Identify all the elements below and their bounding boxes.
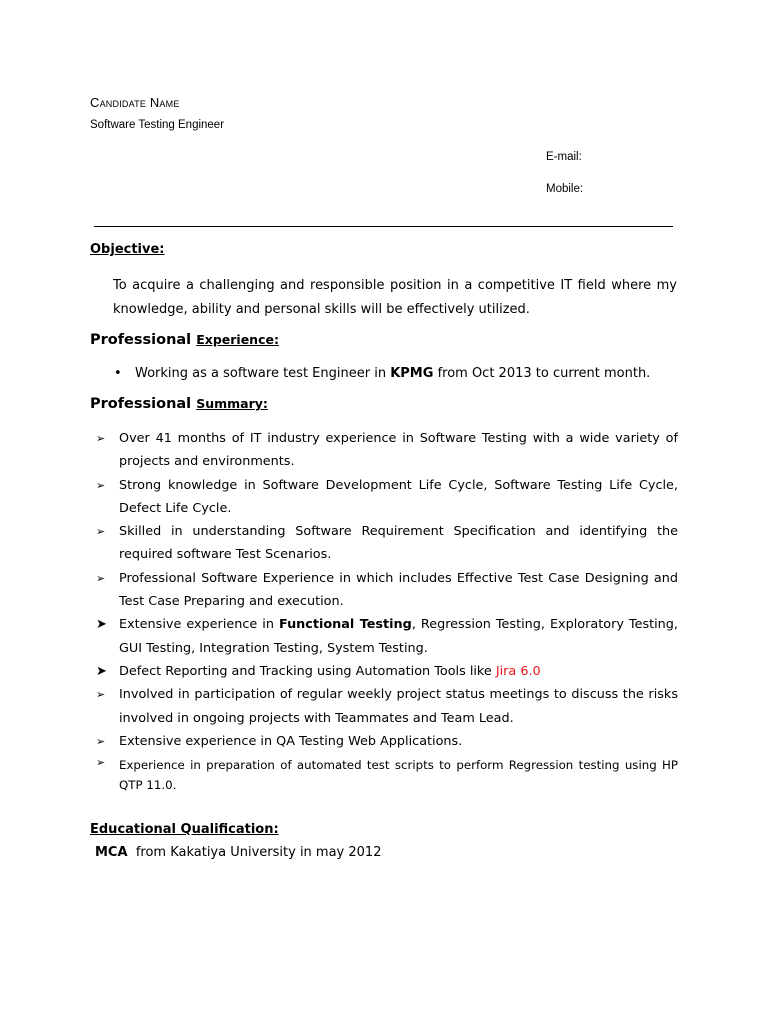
summary-item-text: Extensive experience in QA Testing Web Applications. — [119, 733, 463, 749]
experience-heading-part2: Experience: — [196, 332, 279, 347]
arrow-bullet-icon: ➤ — [96, 617, 107, 633]
email-label: E-mail: — [546, 151, 582, 163]
summary-item-text: Professional Software Experience in which includes Effective Test Case Designing and Test Case Preparing and execution. — [119, 570, 678, 610]
summary-item5-bold: Functional Testing — [278, 617, 412, 633]
summary-heading-part1: Professional — [90, 396, 192, 412]
summary-item-text: Experience in preparation of automated test scripts to perform Regression testing using HP QTP 11.0. — [119, 758, 678, 793]
mobile-label: Mobile: — [546, 183, 584, 195]
list-item — [96, 520, 678, 567]
arrow-bullet-icon: ➢ — [96, 432, 106, 445]
objective-text: To acquire a challenging and responsible position in a competitive IT field where my knowledge, ability and personal skills will be effectively utilized. — [113, 278, 677, 317]
arrow-bullet-icon: ➢ — [96, 756, 106, 770]
list-item — [96, 567, 678, 614]
summary-list — [96, 427, 678, 795]
education-degree: MCA — [95, 845, 128, 860]
experience-item — [135, 366, 650, 381]
role-title: Software Testing Engineer — [90, 119, 225, 131]
summary-item-text: Skilled in understanding Software Requirement Specification and identifying the required software Test Scenarios. — [119, 524, 678, 563]
experience-heading-part1: Professional — [90, 332, 192, 348]
experience-item-prefix: Working as a software test Engineer in — [135, 366, 387, 381]
education-heading: Educational Qualification: — [90, 822, 279, 837]
list-item — [96, 474, 678, 521]
objective-heading: Objective: — [90, 242, 165, 257]
arrow-bullet-icon: ➤ — [96, 663, 107, 679]
list-item — [96, 730, 678, 753]
summary-item-text: Over 41 months of IT industry experience in Software Testing with a wide variety of projects and environments. — [119, 431, 678, 470]
bullet-dot-icon: • — [114, 366, 122, 381]
arrow-bullet-icon: ➢ — [96, 525, 106, 539]
summary-item5-prefix: Extensive experience in — [119, 617, 274, 633]
arrow-bullet-icon: ➢ — [96, 571, 106, 585]
list-item — [96, 427, 678, 474]
education-detail: from Kakatiya University in may 2012 — [135, 845, 382, 860]
list-item — [96, 683, 678, 730]
summary-item6-prefix: Defect Reporting and Tracking using Automation Tools like — [119, 663, 492, 679]
list-item — [96, 753, 678, 795]
experience-company: KPMG — [390, 366, 434, 381]
experience-heading — [90, 332, 279, 348]
header-divider — [94, 226, 673, 227]
list-item — [96, 660, 678, 683]
arrow-bullet-icon: ➢ — [96, 478, 106, 492]
list-item — [96, 613, 678, 660]
summary-item-text: Involved in participation of regular weekly project status meetings to discuss the risks involved in ongoing projects with Teammates and Team Lead. — [119, 687, 678, 726]
summary-heading — [90, 396, 268, 412]
education-line — [95, 845, 381, 860]
candidate-name: Candidate Name — [90, 95, 180, 110]
summary-item5-suffix: , Regression Testing, Exploratory Testing, GUI Testing, Integration Testing, System Testing. — [119, 617, 678, 656]
arrow-bullet-icon: ➢ — [96, 688, 106, 702]
summary-item-text: Strong knowledge in Software Development Life Cycle, Software Testing Life Cycle, Defect Life Cycle. — [119, 477, 678, 516]
summary-heading-part2: Summary: — [196, 396, 268, 411]
arrow-bullet-icon: ➢ — [96, 734, 106, 748]
experience-item-suffix: from Oct 2013 to current month. — [437, 366, 651, 381]
summary-item6-tool: Jira 6.0 — [495, 663, 541, 679]
